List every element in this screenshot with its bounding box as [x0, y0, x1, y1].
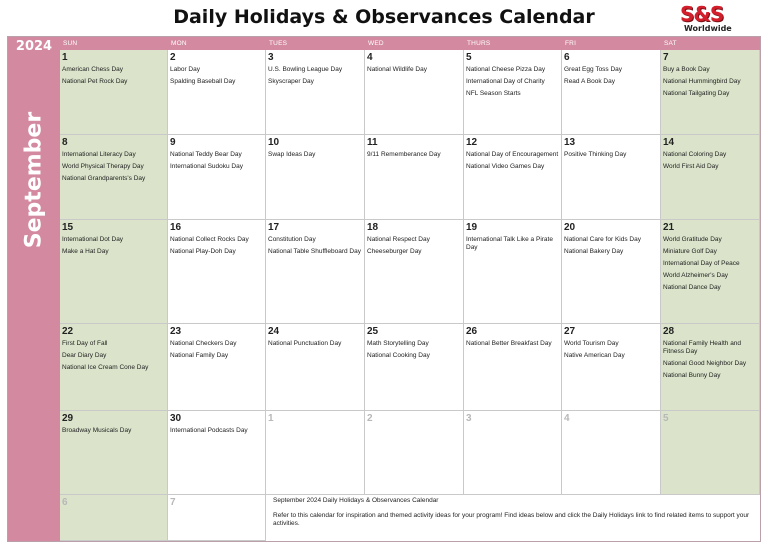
day-number: 3	[466, 413, 472, 424]
holiday-link[interactable]: National Checkers Day	[170, 340, 237, 347]
holiday-link[interactable]: National Respect Day	[367, 236, 430, 243]
holiday-link[interactable]: 9/11 Rememberance Day	[367, 151, 441, 158]
day-cell[interactable]	[60, 495, 168, 541]
holiday-link[interactable]: World First Aid Day	[663, 163, 719, 170]
holiday-link[interactable]: Buy a Book Day	[663, 66, 710, 73]
day-number: 18	[367, 222, 379, 233]
day-number: 15	[62, 222, 74, 233]
note-body: Refer to this calendar for inspiration and themed activity ideas for your program! Find ideas below and click the Daily Holidays link to find related items to support your activities.	[273, 511, 750, 527]
day-cell[interactable]	[464, 50, 562, 135]
day-cell[interactable]	[464, 135, 562, 220]
ss-worldwide-logo[interactable]	[680, 4, 732, 34]
weekday-mon: MON	[171, 40, 187, 47]
weekday-sun: SUN	[63, 40, 78, 47]
day-cell[interactable]	[661, 324, 760, 411]
holiday-link[interactable]: Labor Day	[170, 66, 200, 73]
day-number: 20	[564, 222, 576, 233]
holiday-link[interactable]: National Hummingbird Day	[663, 78, 741, 85]
day-cell[interactable]	[661, 50, 760, 135]
day-number: 24	[268, 326, 280, 337]
day-cell[interactable]	[661, 135, 760, 220]
holiday-link[interactable]: Dear Diary Day	[62, 352, 107, 359]
day-number: 7	[170, 497, 176, 508]
day-number: 26	[466, 326, 478, 337]
holiday-link[interactable]: National Dance Day	[663, 284, 721, 291]
holiday-link[interactable]: Native American Day	[564, 352, 625, 359]
holiday-link[interactable]: Skyscraper Day	[268, 78, 314, 85]
day-cell[interactable]	[365, 50, 464, 135]
holiday-link[interactable]: Spalding Baseball Day	[170, 78, 236, 85]
day-cell[interactable]	[365, 411, 464, 495]
day-number: 17	[268, 222, 280, 233]
day-number: 5	[466, 52, 472, 63]
holiday-link[interactable]: National Play-Doh Day	[170, 248, 236, 255]
day-cell[interactable]	[266, 50, 365, 135]
holiday-link[interactable]: Constitution Day	[268, 236, 316, 243]
day-number: 8	[62, 137, 68, 148]
day-number: 14	[663, 137, 675, 148]
day-cell[interactable]	[168, 220, 266, 324]
holiday-link[interactable]: National Ice Cream Cone Day	[62, 364, 149, 371]
day-number: 16	[170, 222, 182, 233]
holiday-link[interactable]: National Good Neighbor Day	[663, 360, 747, 367]
holiday-link[interactable]: International Podcasts Day	[170, 427, 248, 434]
day-cell[interactable]	[365, 135, 464, 220]
day-number: 1	[268, 413, 274, 424]
day-number: 1	[62, 52, 68, 63]
day-cell[interactable]	[168, 50, 266, 135]
day-cell[interactable]	[464, 411, 562, 495]
holiday-link[interactable]: National Better Breakfast Day	[466, 340, 552, 347]
page-title: Daily Holidays & Observances Calendar	[173, 6, 595, 28]
holiday-link[interactable]: Great Egg Toss Day	[564, 66, 623, 73]
holiday-link[interactable]: International Dot Day	[62, 236, 124, 243]
weekday-tues: TUES	[269, 40, 288, 47]
day-cell[interactable]	[168, 135, 266, 220]
logo-subtitle: Worldwide	[684, 24, 732, 33]
day-cell[interactable]	[464, 324, 562, 411]
holiday-link[interactable]: National Bunny Day	[663, 372, 721, 379]
holiday-link[interactable]: National Collect Rocks Day	[170, 236, 249, 243]
holiday-link[interactable]: Miniature Golf Day	[663, 248, 717, 255]
day-cell[interactable]	[365, 324, 464, 411]
day-number: 22	[62, 326, 74, 337]
month-sidebar	[8, 37, 60, 541]
holiday-link[interactable]: National Cooking Day	[367, 352, 430, 359]
holiday-link[interactable]: American Chess Day	[62, 66, 124, 73]
holiday-link[interactable]: National Teddy Bear Day	[170, 151, 242, 158]
holiday-link[interactable]: National Table Shuffleboard Day	[268, 248, 361, 255]
year-label: 2024	[15, 39, 53, 54]
holiday-link[interactable]: World Alzheimer's Day	[663, 272, 729, 279]
holiday-link[interactable]: First Day of Fall	[62, 340, 108, 347]
weekday-header	[60, 37, 760, 50]
day-cell[interactable]	[562, 411, 661, 495]
day-number: 3	[268, 52, 274, 63]
day-cell[interactable]	[266, 135, 365, 220]
holiday-link[interactable]: National Tailgating Day	[663, 90, 730, 97]
day-cell[interactable]	[60, 135, 168, 220]
day-cell[interactable]	[365, 220, 464, 324]
day-cell[interactable]	[562, 135, 661, 220]
holiday-link[interactable]: International Day of Peace	[663, 260, 740, 267]
holiday-link[interactable]: World Gratitude Day	[663, 236, 722, 243]
holiday-link[interactable]: Swap Ideas Day	[268, 151, 316, 158]
holiday-link[interactable]: Make a Hat Day	[62, 248, 109, 255]
holiday-link[interactable]: International Talk Like a Pirate Day	[466, 236, 553, 251]
logo-mark: S&S	[680, 2, 724, 26]
day-number: 30	[170, 413, 182, 424]
day-number: 28	[663, 326, 675, 337]
day-cell[interactable]	[168, 495, 266, 541]
holiday-link[interactable]: World Physical Therapy Day	[62, 163, 144, 170]
day-number: 4	[564, 413, 570, 424]
holiday-link[interactable]: National Family Day	[170, 352, 229, 359]
day-number: 25	[367, 326, 379, 337]
holiday-link[interactable]: National Care for Kids Day	[564, 236, 641, 243]
day-number: 13	[564, 137, 576, 148]
day-number: 2	[170, 52, 176, 63]
holiday-link[interactable]: NFL Season Starts	[466, 90, 521, 97]
day-number: 21	[663, 222, 675, 233]
holiday-link[interactable]: Math Storytelling Day	[367, 340, 429, 347]
day-cell[interactable]	[60, 220, 168, 324]
day-number: 6	[564, 52, 570, 63]
holiday-link[interactable]: National Video Games Day	[466, 163, 545, 170]
holiday-link[interactable]: National Pet Rock Day	[62, 78, 128, 85]
day-number: 2	[367, 413, 373, 424]
calendar-frame	[7, 36, 761, 542]
weekday-thurs: THURS	[467, 40, 491, 47]
day-number: 4	[367, 52, 373, 63]
day-number: 19	[466, 222, 478, 233]
day-number: 6	[62, 497, 68, 508]
holiday-link[interactable]: World Tourism Day	[564, 340, 619, 347]
weekday-sat: SAT	[664, 40, 677, 47]
day-number: 11	[367, 137, 378, 148]
day-cell[interactable]	[60, 324, 168, 411]
holiday-link[interactable]: National Grandparents's Day	[62, 175, 146, 182]
day-number: 12	[466, 137, 478, 148]
weekday-wed: WED	[368, 40, 384, 47]
day-cell[interactable]	[266, 220, 365, 324]
day-cell[interactable]	[168, 411, 266, 495]
holiday-link[interactable]: International Sudoku Day	[170, 163, 243, 170]
day-number: 29	[62, 413, 74, 424]
day-cell[interactable]	[464, 220, 562, 324]
holiday-link[interactable]: International Day of Charity	[466, 78, 545, 85]
holiday-link[interactable]: Positive Thinking Day	[564, 151, 627, 158]
day-number: 7	[663, 52, 669, 63]
day-cell[interactable]	[562, 220, 661, 324]
day-cell[interactable]	[562, 324, 661, 411]
day-cell[interactable]	[60, 411, 168, 495]
weekday-fri: FRI	[565, 40, 577, 47]
day-number: 10	[268, 137, 280, 148]
holiday-link[interactable]: National Punctuation Day	[268, 340, 342, 347]
calendar-note	[267, 495, 760, 541]
holiday-link[interactable]: U.S. Bowling League Day	[268, 66, 343, 73]
holiday-link[interactable]: Cheeseburger Day	[367, 248, 422, 255]
holiday-link[interactable]: Read A Book Day	[564, 78, 615, 85]
holiday-link[interactable]: National Cheese Pizza Day	[466, 66, 546, 73]
holiday-link[interactable]: National Coloring Day	[663, 151, 727, 158]
day-cell[interactable]	[266, 324, 365, 411]
holiday-link[interactable]: National Day of Encouragement	[466, 151, 559, 158]
holiday-link[interactable]: International Literacy Day	[62, 151, 136, 158]
day-cell[interactable]	[60, 50, 168, 135]
day-cell[interactable]	[562, 50, 661, 135]
holiday-link[interactable]: National Family Health and Fitness Day	[663, 340, 742, 355]
day-cell[interactable]	[168, 324, 266, 411]
day-cell[interactable]	[661, 411, 760, 495]
month-label: September	[21, 111, 47, 249]
holiday-link[interactable]: National Bakery Day	[564, 248, 624, 255]
day-number: 5	[663, 413, 669, 424]
day-number: 27	[564, 326, 576, 337]
holiday-link[interactable]: National Wildlife Day	[367, 66, 427, 73]
day-cell[interactable]	[661, 220, 760, 324]
day-cell[interactable]	[266, 411, 365, 495]
holiday-link[interactable]: Broadway Musicals Day	[62, 427, 132, 434]
note-title: September 2024 Daily Holidays & Observances Calendar	[273, 497, 439, 504]
day-number: 23	[170, 326, 182, 337]
day-number: 9	[170, 137, 176, 148]
